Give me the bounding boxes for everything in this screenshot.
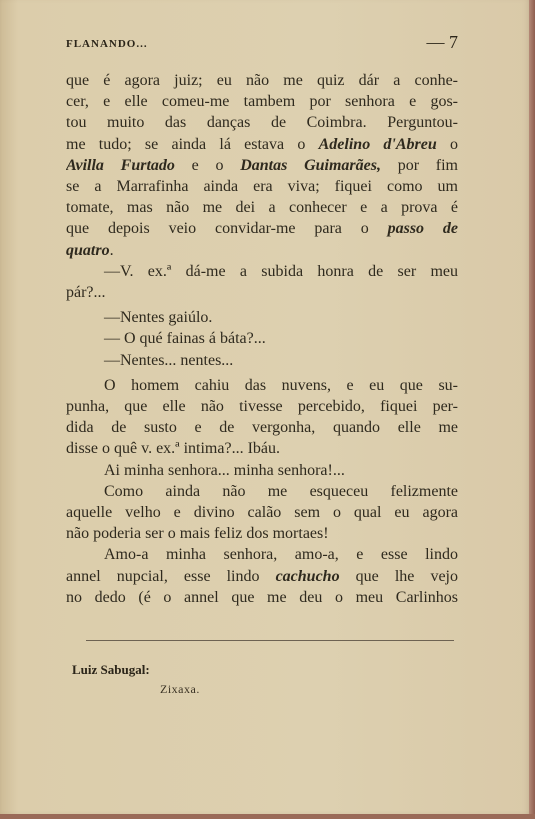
paragraph-start: Ai minha senhora... minha senhora!... xyxy=(104,461,345,479)
italic-name: Dantas Guimarães, xyxy=(240,156,381,174)
footnote-author: Luiz Sabugal: xyxy=(72,662,150,677)
text-line: não poderia ser o mais feliz dos mortaes! xyxy=(66,525,329,543)
text-line xyxy=(66,566,458,587)
text-line: no dedo (é o annel que me deu o meu Carlinhos xyxy=(66,588,458,606)
text-run: que lhe vejo xyxy=(339,567,458,585)
text-line: tomate, mas não me dei a conhecer e a prova é xyxy=(66,199,458,217)
page-header xyxy=(66,32,458,54)
dialogue-line: —Nentes gaiúlo. xyxy=(104,309,213,327)
text-run: . xyxy=(109,241,114,259)
italic-word: cachucho xyxy=(275,567,340,585)
italic-name: Adelino d'Abreu xyxy=(318,135,437,153)
text-line: aquelle velho e divino calão sem o qual eu agora xyxy=(66,504,458,522)
page-edge-shadow xyxy=(529,0,535,819)
text-line xyxy=(66,155,458,176)
text-line: tou muito das danças de Coimbra. Perguntou- xyxy=(66,114,458,132)
text-line: disse o quê v. ex.ª intima?... Ibáu. xyxy=(66,440,280,458)
dialogue-line: — O qué fainas á báta?... xyxy=(104,330,266,348)
paragraph-start: Como ainda não me esqueceu felizmente xyxy=(104,482,458,500)
text-line: que é agora juiz; eu não me quiz dár a conhe- xyxy=(66,72,458,89)
page-bottom-edge xyxy=(0,814,535,819)
text-run: e o xyxy=(174,156,241,174)
italic-phrase: passo de xyxy=(387,220,458,238)
text-run: me tudo; se ainda lá estava o xyxy=(66,135,319,153)
text-run: que depois veio convidar-me para o xyxy=(66,220,388,238)
page-number: — 7 xyxy=(426,32,458,52)
text-run: por fim xyxy=(380,156,458,174)
body-text xyxy=(66,70,458,608)
paragraph-start: O homem cahiu das nuvens, e eu que su- xyxy=(104,376,458,394)
text-line: dida de susto e de vergonha, quando elle me xyxy=(66,419,458,437)
dialogue-line: —Nentes... nentes... xyxy=(104,351,234,369)
footnote-divider xyxy=(86,640,454,641)
text-line: punha, que elle não tivesse percebido, fiquei per- xyxy=(66,398,458,416)
text-run: o xyxy=(436,135,458,153)
italic-name: Avilla Furtado xyxy=(66,156,175,174)
dialogue-line: —V. ex.ª dá-me a subida honra de ser meu xyxy=(104,262,458,280)
footnote-name: Zixaxa. xyxy=(160,682,200,696)
text-line: cer, e elle comeu-me tambem por senhora e gos- xyxy=(66,93,458,111)
text-run: annel nupcial, esse lindo xyxy=(66,567,276,585)
footnote xyxy=(72,662,200,697)
text-line xyxy=(66,218,458,239)
paragraph-start: Amo-a minha senhora, amo-a, e esse lindo xyxy=(104,546,458,564)
text-line xyxy=(66,240,458,261)
italic-phrase: quatro xyxy=(66,241,110,259)
text-line: se a Marrafinha ainda era viva; fiquei como um xyxy=(66,178,458,196)
text-line xyxy=(66,134,458,155)
running-head: FLANANDO... xyxy=(66,38,148,50)
text-line: pár?... xyxy=(66,284,106,302)
